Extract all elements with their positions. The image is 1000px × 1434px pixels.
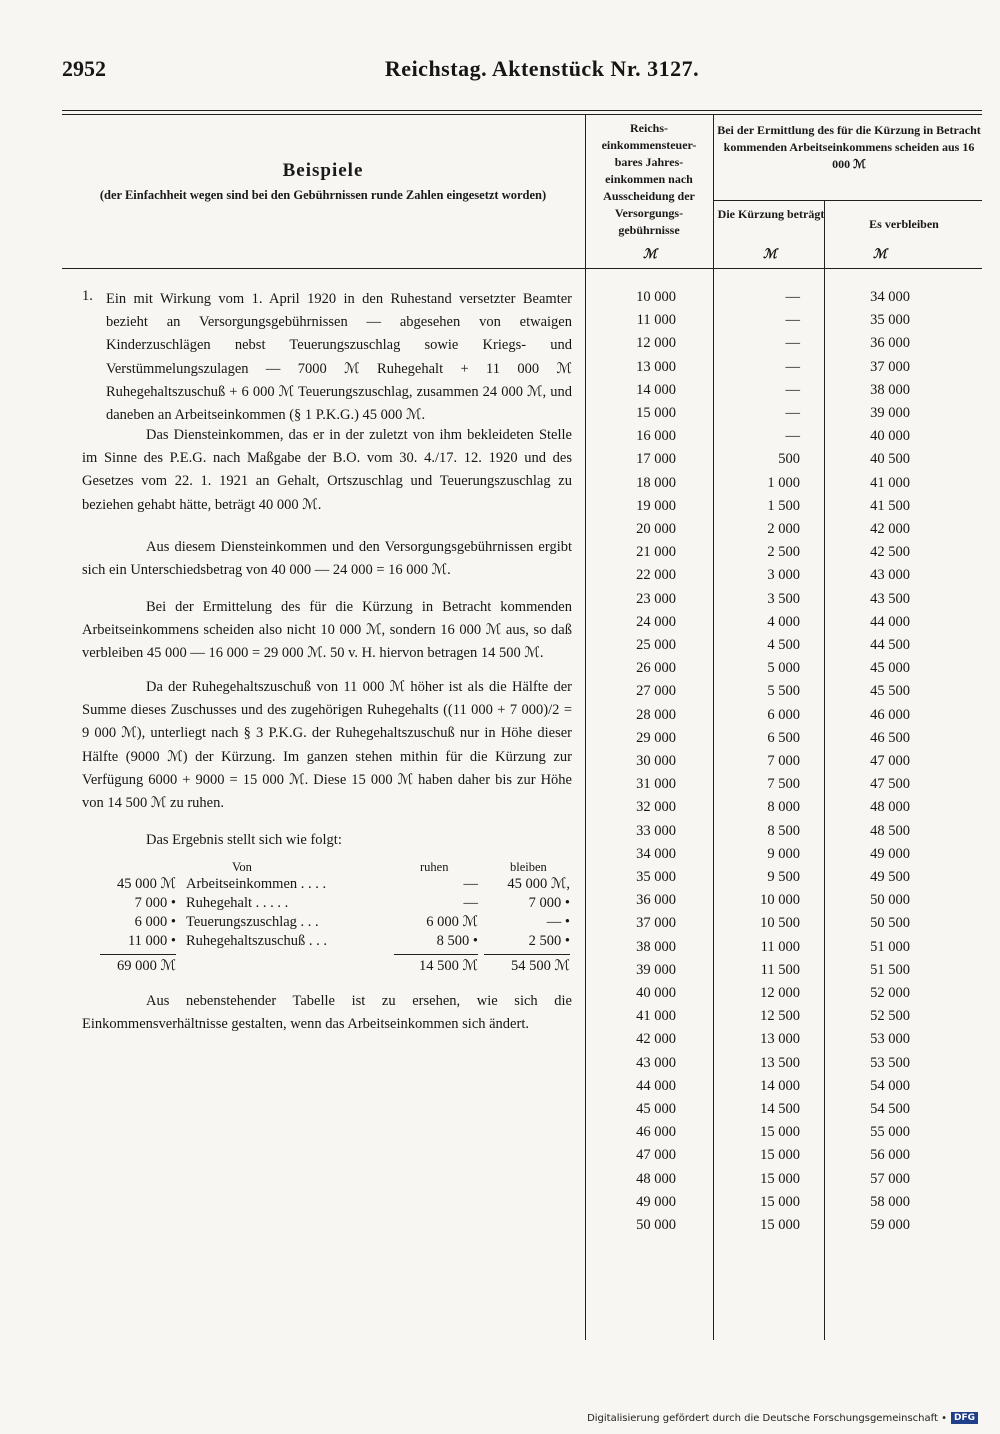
result-row: [100, 876, 570, 895]
income-cell: 30 000: [636, 753, 676, 769]
total-amount: 69 000 ℳ: [116, 958, 176, 974]
currency-mark-income: ℳ: [643, 247, 657, 262]
column-divider-1: [585, 115, 586, 1340]
result-row: [100, 933, 570, 952]
remaining-cell: 39 000: [870, 405, 910, 421]
remaining-cell: 40 000: [870, 428, 910, 445]
reduction-cell: —: [785, 358, 800, 375]
reduction-cell: 2 500: [767, 544, 800, 561]
income-cell: 45 000: [636, 1101, 676, 1117]
remaining-cell: 53 000: [870, 1031, 910, 1048]
item-number: 1.: [82, 288, 93, 304]
remaining-cell: 42 000: [870, 521, 910, 537]
total-remain: 54 500 ℳ: [510, 958, 570, 974]
result-header-from: Von: [232, 860, 252, 874]
remaining-cell: 47 000: [870, 753, 910, 769]
reduction-cell: 11 000: [760, 938, 800, 955]
paragraph-4-text: Bei der Ermittelung des für die Kürzung in Betracht kommenden Arbeitseinkommens scheiden also nicht 10 000 ℳ, sondern 16 000 ℳ aus, so daß verbleiben 45 000 — 16 000 = 29 000 ℳ. 50 v. H. hiervon betragen 14 500 ℳ.: [82, 599, 572, 662]
remaining-cell: 43 000: [870, 567, 910, 584]
sum-rule-remain: [484, 954, 570, 955]
examples-subtitle: (der Einfachheit wegen sind bei den Gebührnissen runde Zahlen eingesetzt worden): [99, 188, 547, 202]
result-total-row: [100, 958, 570, 977]
remaining-cell: 55 000: [870, 1124, 910, 1141]
reduction-cell: 8 500: [767, 822, 800, 839]
header-bottom-rule: [62, 268, 982, 269]
remaining-cell: 43 500: [870, 590, 910, 607]
remaining-cell: 52 500: [870, 1008, 910, 1025]
reduction-cell: 6 000: [767, 706, 800, 723]
reduction-cell: —: [785, 428, 800, 445]
reduction-cell: 15 000: [760, 1217, 800, 1233]
reduction-cell: 500: [778, 451, 800, 468]
column-divider-2: [713, 115, 714, 1340]
result-rest: 6 000 ℳ: [426, 914, 478, 930]
remaining-cell: 51 000: [870, 938, 910, 955]
income-cell: 46 000: [636, 1124, 676, 1141]
reduction-cell: 8 000: [767, 799, 800, 816]
paragraph-3: [82, 536, 572, 582]
dfg-logo: DFG: [951, 1412, 978, 1424]
income-cell: 49 000: [636, 1193, 676, 1210]
result-rest: —: [463, 876, 478, 892]
income-cell: 27 000: [636, 683, 676, 700]
income-column-header: Reichs-einkommensteuer-bares Jahres-einkommen nach Ausscheidung der Versorgungs-gebührnisse: [601, 121, 697, 237]
reduction-cell: 15 000: [760, 1193, 800, 1210]
column-divider-3: [824, 200, 825, 1340]
remaining-cell: 44 500: [870, 637, 910, 653]
result-label: Ruhegehalt . . . . .: [186, 895, 289, 911]
paragraph-3-text: Aus diesem Diensteinkommen und den Versorgungsgebührnissen ergibt sich ein Unterschiedsbetrag von 40 000 — 24 000 = 16 000 ℳ.: [82, 539, 572, 579]
reduction-cell: 15 000: [760, 1147, 800, 1164]
income-cell: 44 000: [636, 1077, 676, 1094]
result-row: [100, 914, 570, 933]
income-cell: 23 000: [636, 590, 676, 607]
income-cell: 16 000: [636, 428, 676, 445]
result-amount: 7 000 •: [134, 895, 176, 911]
income-cell: 50 000: [636, 1217, 676, 1233]
income-cell: 34 000: [636, 845, 676, 862]
reduction-cell: 14 000: [760, 1077, 800, 1094]
page-header: [62, 56, 982, 86]
reduction-cell: —: [785, 405, 800, 421]
income-cell: 25 000: [636, 637, 676, 653]
reduction-cell: 10 500: [760, 915, 800, 932]
result-remain: 7 000 •: [528, 895, 570, 911]
remaining-cell: 57 000: [870, 1170, 910, 1187]
remaining-cell: 45 000: [870, 660, 910, 677]
remaining-cell: 37 000: [870, 358, 910, 375]
reduction-cell: 3 500: [767, 590, 800, 607]
remaining-column-header: Es verbleiben: [869, 217, 939, 231]
paragraph-2-text: Das Diensteinkommen, das er in der zuletzt von ihm bekleideten Stelle im Sinne des P.E.G. nach Maßgabe der B.O. vom 30. 4./17. 12. 1920 und des Gesetzes vom 22. 1. 1921 an Gehalt, Ortszuschlag und Teuerungszuschlag zu beziehen gehabt hätte, beträgt 40 000 ℳ.: [82, 427, 572, 513]
result-header-remain: bleiben: [510, 860, 547, 874]
income-cell: 22 000: [636, 567, 676, 584]
paragraph-2: [82, 424, 572, 517]
income-cell: 28 000: [636, 706, 676, 723]
remaining-cell: 47 500: [870, 776, 910, 793]
income-cell: 11 000: [636, 312, 676, 329]
reduction-cell: 5 500: [767, 683, 800, 700]
examples-title: Beispiele: [282, 160, 364, 181]
reduction-cell: 2 000: [767, 521, 800, 537]
remaining-cell: 35 000: [870, 312, 910, 329]
income-cell: 39 000: [636, 961, 676, 978]
remaining-cell: 52 000: [870, 985, 910, 1001]
result-remain: 45 000 ℳ,: [507, 876, 570, 892]
income-cell: 36 000: [636, 892, 676, 909]
income-cell: 38 000: [636, 938, 676, 955]
running-title: Reichstag. Aktenstück Nr. 3127.: [384, 56, 700, 81]
remaining-cell: 42 500: [870, 544, 910, 561]
income-cell: 14 000: [636, 381, 676, 398]
reduction-cell: —: [785, 381, 800, 398]
result-label: Teuerungszuschlag . . .: [186, 914, 319, 930]
top-rule: [62, 110, 982, 111]
paragraph-4: [82, 596, 572, 666]
remaining-cell: 38 000: [870, 381, 910, 398]
remaining-cell: 49 000: [870, 845, 910, 862]
remaining-cell: 45 500: [870, 683, 910, 700]
page-number: 2952: [62, 56, 106, 81]
income-cell: 19 000: [636, 497, 676, 514]
result-remain: — •: [546, 914, 570, 930]
reduction-cell: 1 000: [767, 474, 800, 491]
remaining-cell: 58 000: [870, 1193, 910, 1210]
income-cell: 10 000: [636, 289, 676, 305]
top-rule-inner: [62, 114, 982, 115]
currency-mark-reduction: ℳ: [763, 247, 777, 262]
remaining-cell: 51 500: [870, 961, 910, 978]
remaining-cell: 48 000: [870, 799, 910, 816]
paragraph-6-text: Aus nebenstehender Tabelle ist zu ersehen, wie sich die Einkommensverhältnisse gestalten, wenn das Arbeitseinkommen sich ändert.: [82, 993, 572, 1033]
paragraph-1-text: Ein mit Wirkung vom 1. April 1920 in den Ruhestand versetzter Beamter bezieht an Versorgungsgebührnissen — abgesehen von etwaigen Kinderzuschlägen nebst Teuerungszuschlag sowie Kriegs- und Verstümmelungszulagen — 7000 ℳ Ruhegehalt + 11 000 ℳ Ruhegehaltszuschuß + 6 000 ℳ Teuerungszuschlag, zusammen 24 000 ℳ, und daneben an Arbeitseinkommen (§ 1 P.K.G.) 45 000 ℳ.: [106, 291, 572, 424]
footer: [587, 1412, 978, 1424]
remaining-cell: 40 500: [870, 451, 910, 468]
income-cell: 33 000: [636, 822, 676, 839]
remaining-cell: 54 500: [870, 1101, 910, 1117]
reduction-cell: 5 000: [767, 660, 800, 677]
reduction-cell: 11 500: [760, 961, 800, 978]
remaining-cell: 53 500: [870, 1054, 910, 1071]
sum-rule-amount: [100, 954, 176, 955]
remaining-cell: 48 500: [870, 822, 910, 839]
paragraph-1: [106, 288, 572, 427]
reduction-cell: 10 000: [760, 892, 800, 909]
remaining-cell: 46 000: [870, 706, 910, 723]
reduction-cell: 13 000: [760, 1031, 800, 1048]
reduction-cell: 4 500: [767, 637, 800, 653]
reduction-cell: 15 000: [760, 1170, 800, 1187]
reduction-cell: —: [785, 312, 800, 329]
remaining-cell: 49 500: [870, 869, 910, 885]
remaining-cell: 34 000: [870, 289, 910, 305]
reduction-cell: 9 500: [767, 869, 800, 885]
reduction-cell: —: [785, 335, 800, 352]
reduction-cell: 7 500: [767, 776, 800, 793]
paragraph-5: [82, 676, 572, 815]
remaining-cell: 59 000: [870, 1217, 910, 1233]
income-cell: 37 000: [636, 915, 676, 932]
result-amount: 11 000 •: [127, 933, 176, 949]
currency-mark-remaining: ℳ: [873, 247, 887, 262]
income-cell: 24 000: [636, 613, 676, 630]
income-cell: 17 000: [636, 451, 676, 468]
result-row: [100, 895, 570, 914]
income-cell: 43 000: [636, 1054, 676, 1071]
income-cell: 47 000: [636, 1147, 676, 1164]
remaining-cell: 50 000: [870, 892, 910, 909]
reduction-cell: —: [785, 289, 800, 305]
income-cell: 41 000: [636, 1008, 676, 1025]
income-cell: 26 000: [636, 660, 676, 677]
remaining-cell: 54 000: [870, 1077, 910, 1094]
sum-rule-rest: [394, 954, 478, 955]
remaining-cell: 46 500: [870, 729, 910, 746]
result-rest: 8 500 •: [436, 933, 478, 949]
result-header-rest: ruhen: [420, 860, 449, 874]
income-cell: 48 000: [636, 1170, 676, 1187]
remaining-cell: 36 000: [870, 335, 910, 352]
reduction-cell: 9 000: [767, 845, 800, 862]
reduction-cell: 6 500: [767, 729, 800, 746]
total-rest: 14 500 ℳ: [418, 958, 478, 974]
remaining-cell: 44 000: [870, 613, 910, 630]
result-label: Ruhegehaltszuschuß . . .: [186, 933, 327, 949]
income-cell: 32 000: [636, 799, 676, 816]
income-cell: 21 000: [636, 544, 676, 561]
income-cell: 15 000: [636, 405, 676, 421]
result-title: Das Ergebnis stellt sich wie folgt:: [146, 832, 342, 848]
result-label: Arbeitseinkommen . . . .: [186, 876, 327, 892]
reduction-cell: 4 000: [767, 613, 800, 630]
reduction-cell: 14 500: [760, 1101, 800, 1117]
income-cell: 20 000: [636, 521, 676, 537]
reduction-cell: 1 500: [767, 497, 800, 514]
income-cell: 40 000: [636, 985, 676, 1001]
remaining-cell: 50 500: [870, 915, 910, 932]
reduction-cell: 12 500: [760, 1008, 800, 1025]
reduction-cell: 3 000: [767, 567, 800, 584]
reduction-cell: 12 000: [760, 985, 800, 1001]
income-cell: 13 000: [636, 358, 676, 375]
reduction-cell: 13 500: [760, 1054, 800, 1071]
result-rest: —: [463, 895, 478, 911]
group-column-header: Bei der Ermittlung des für die Kürzung in Betracht kommenden Arbeitseinkommens scheiden aus 16 000 ℳ: [717, 123, 981, 171]
remaining-cell: 41 000: [870, 474, 910, 491]
result-amount: 45 000 ℳ: [116, 876, 176, 892]
group-header-rule: [714, 200, 982, 201]
remaining-cell: 56 000: [870, 1147, 910, 1164]
income-cell: 42 000: [636, 1031, 676, 1048]
paragraph-5-text: Da der Ruhegehaltszuschuß von 11 000 ℳ höher ist als die Hälfte der Summe dieses Zuschusses und des zugehörigen Ruhegehalts ((11 000 + 7 000)/2 = 9 000 ℳ), unterliegt nach § 3 P.K.G. der Ruhegehaltszuschuß nur in Höhe dieser Hälfte (9000 ℳ) der Kürzung. Im ganzen stehen mithin für die Kürzung zur Verfügung 6000 + 9000 = 15 000 ℳ. Diese 15 000 ℳ haben daher bis zur Höhe von 14 500 ℳ zu ruhen.: [82, 679, 572, 812]
income-cell: 35 000: [636, 869, 676, 885]
reduction-column-header: Die Kürzung beträgt: [717, 207, 825, 221]
footer-text: Digitalisierung gefördert durch die Deutsche Forschungsgemeinschaft •: [587, 1412, 947, 1424]
remaining-cell: 41 500: [870, 497, 910, 514]
income-cell: 12 000: [636, 335, 676, 352]
paragraph-6: [82, 990, 572, 1036]
result-remain: 2 500 •: [528, 933, 570, 949]
income-cell: 29 000: [636, 729, 676, 746]
result-amount: 6 000 •: [134, 914, 176, 930]
income-cell: 18 000: [636, 474, 676, 491]
reduction-cell: 15 000: [760, 1124, 800, 1141]
income-cell: 31 000: [636, 776, 676, 793]
reduction-cell: 7 000: [767, 753, 800, 769]
